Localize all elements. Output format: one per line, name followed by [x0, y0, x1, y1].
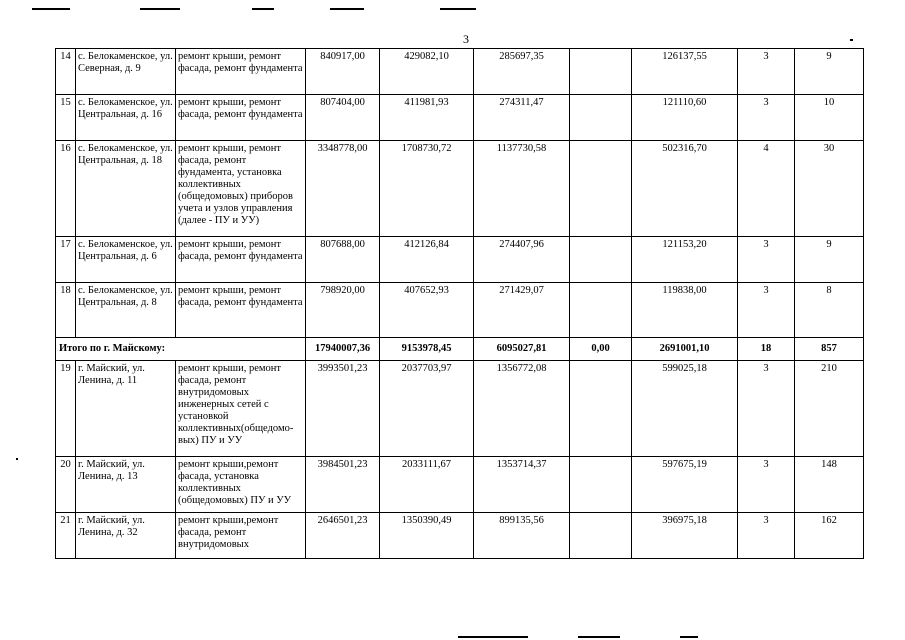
region-share-cell: 274407,96	[474, 237, 570, 283]
region-share-cell: 899135,56	[474, 513, 570, 559]
total-cost-cell: 3993501,23	[306, 361, 380, 457]
owners-share-cell: 597675,19	[632, 457, 738, 513]
table-row	[56, 141, 864, 237]
municipal-share-cell	[570, 141, 632, 237]
scan-mark	[330, 8, 364, 10]
table-row	[56, 237, 864, 283]
work-type-cell: ремонт крыши,ремонт фасада, установка коллективных (общедомовых) ПУ и УУ	[176, 457, 306, 513]
row-number: 14	[56, 49, 76, 95]
address-cell: г. Майский, ул. Ленина, д. 13	[76, 457, 176, 513]
fund-share-cell: 2037703,97	[380, 361, 474, 457]
region-share-cell: 274311,47	[474, 95, 570, 141]
table-row	[56, 283, 864, 338]
region-share-cell: 285697,35	[474, 49, 570, 95]
scan-mark	[140, 8, 180, 10]
total-cost-cell: 798920,00	[306, 283, 380, 338]
address-cell: с. Белокаменское, ул. Центральная, д. 18	[76, 141, 176, 237]
scan-mark	[252, 8, 274, 10]
owners-share-cell: 121153,20	[632, 237, 738, 283]
total-cost-cell: 3348778,00	[306, 141, 380, 237]
scan-mark	[458, 636, 528, 638]
total-cost-cell: 807404,00	[306, 95, 380, 141]
municipal-share-cell	[570, 513, 632, 559]
residents-cell: 148	[795, 457, 864, 513]
work-type-cell: ремонт крыши, ремонт фасада, ремонт фундамента	[176, 95, 306, 141]
repair-program-table	[55, 48, 864, 559]
scan-mark	[440, 8, 476, 10]
work-type-cell: ремонт крыши,ремонт фасада, ремонт внутридомовых	[176, 513, 306, 559]
subtotal-buildings: 18	[738, 338, 795, 361]
subtotal-municipal: 0,00	[570, 338, 632, 361]
table-row	[56, 95, 864, 141]
region-share-cell: 1353714,37	[474, 457, 570, 513]
work-type-cell: ремонт крыши, ремонт фасада, ремонт фундамента	[176, 49, 306, 95]
row-number: 15	[56, 95, 76, 141]
residents-cell: 30	[795, 141, 864, 237]
residents-cell: 10	[795, 95, 864, 141]
fund-share-cell: 411981,93	[380, 95, 474, 141]
work-type-cell: ремонт крыши, ремонт фасада, ремонт фундамента	[176, 237, 306, 283]
row-number: 18	[56, 283, 76, 338]
address-cell: г. Майский, ул. Ленина, д. 11	[76, 361, 176, 457]
owners-share-cell: 502316,70	[632, 141, 738, 237]
fund-share-cell: 2033111,67	[380, 457, 474, 513]
total-cost-cell: 2646501,23	[306, 513, 380, 559]
row-number: 16	[56, 141, 76, 237]
subtotal-total: 17940007,36	[306, 338, 380, 361]
municipal-share-cell	[570, 95, 632, 141]
count-cell: 3	[738, 513, 795, 559]
owners-share-cell: 396975,18	[632, 513, 738, 559]
count-cell: 3	[738, 95, 795, 141]
municipal-share-cell	[570, 237, 632, 283]
owners-share-cell: 126137,55	[632, 49, 738, 95]
work-type-cell: ремонт крыши, ремонт фасада, ремонт внутридомовых инженерных сетей с установкой коллективных(общедомо-вых) ПУ и УУ	[176, 361, 306, 457]
total-cost-cell: 840917,00	[306, 49, 380, 95]
count-cell: 3	[738, 457, 795, 513]
region-share-cell: 1137730,58	[474, 141, 570, 237]
total-cost-cell: 807688,00	[306, 237, 380, 283]
address-cell: с. Белокаменское, ул. Северная, д. 9	[76, 49, 176, 95]
residents-cell: 9	[795, 237, 864, 283]
count-cell: 3	[738, 283, 795, 338]
residents-cell: 162	[795, 513, 864, 559]
table-row	[56, 361, 864, 457]
scan-mark	[680, 636, 698, 638]
subtotal-owners: 2691001,10	[632, 338, 738, 361]
municipal-share-cell	[570, 457, 632, 513]
owners-share-cell: 119838,00	[632, 283, 738, 338]
scan-mark	[578, 636, 620, 638]
residents-cell: 8	[795, 283, 864, 338]
owners-share-cell: 599025,18	[632, 361, 738, 457]
subtotal-residents: 857	[795, 338, 864, 361]
subtotal-region: 6095027,81	[474, 338, 570, 361]
municipal-share-cell	[570, 361, 632, 457]
count-cell: 3	[738, 237, 795, 283]
fund-share-cell: 412126,84	[380, 237, 474, 283]
row-number: 20	[56, 457, 76, 513]
region-share-cell: 271429,07	[474, 283, 570, 338]
page-number: 3	[463, 32, 469, 46]
address-cell: г. Майский, ул. Ленина, д. 32	[76, 513, 176, 559]
scan-dot	[850, 39, 853, 41]
work-type-cell: ремонт крыши, ремонт фасада, ремонт фундамента, установка коллективных (общедомовых) приборов учета и узлов управления (далее - ПУ и УУ)	[176, 141, 306, 237]
residents-cell: 210	[795, 361, 864, 457]
table-row	[56, 457, 864, 513]
count-cell: 3	[738, 361, 795, 457]
scan-dot	[16, 458, 18, 460]
work-type-cell: ремонт крыши, ремонт фасада, ремонт фундамента	[176, 283, 306, 338]
table-row	[56, 513, 864, 559]
owners-share-cell: 121110,60	[632, 95, 738, 141]
fund-share-cell: 407652,93	[380, 283, 474, 338]
count-cell: 3	[738, 49, 795, 95]
fund-share-cell: 1708730,72	[380, 141, 474, 237]
address-cell: с. Белокаменское, ул. Центральная, д. 16	[76, 95, 176, 141]
row-number: 17	[56, 237, 76, 283]
address-cell: с. Белокаменское, ул. Центральная, д. 8	[76, 283, 176, 338]
municipal-share-cell	[570, 283, 632, 338]
region-share-cell: 1356772,08	[474, 361, 570, 457]
municipal-share-cell	[570, 49, 632, 95]
residents-cell: 9	[795, 49, 864, 95]
address-cell: с. Белокаменское, ул. Центральная, д. 6	[76, 237, 176, 283]
row-number: 19	[56, 361, 76, 457]
subtotal-label: Итого по г. Майскому:	[56, 338, 306, 361]
subtotal-row	[56, 338, 864, 361]
table-row	[56, 49, 864, 95]
scan-mark	[32, 8, 70, 10]
count-cell: 4	[738, 141, 795, 237]
fund-share-cell: 429082,10	[380, 49, 474, 95]
subtotal-fund: 9153978,45	[380, 338, 474, 361]
row-number: 21	[56, 513, 76, 559]
fund-share-cell: 1350390,49	[380, 513, 474, 559]
total-cost-cell: 3984501,23	[306, 457, 380, 513]
